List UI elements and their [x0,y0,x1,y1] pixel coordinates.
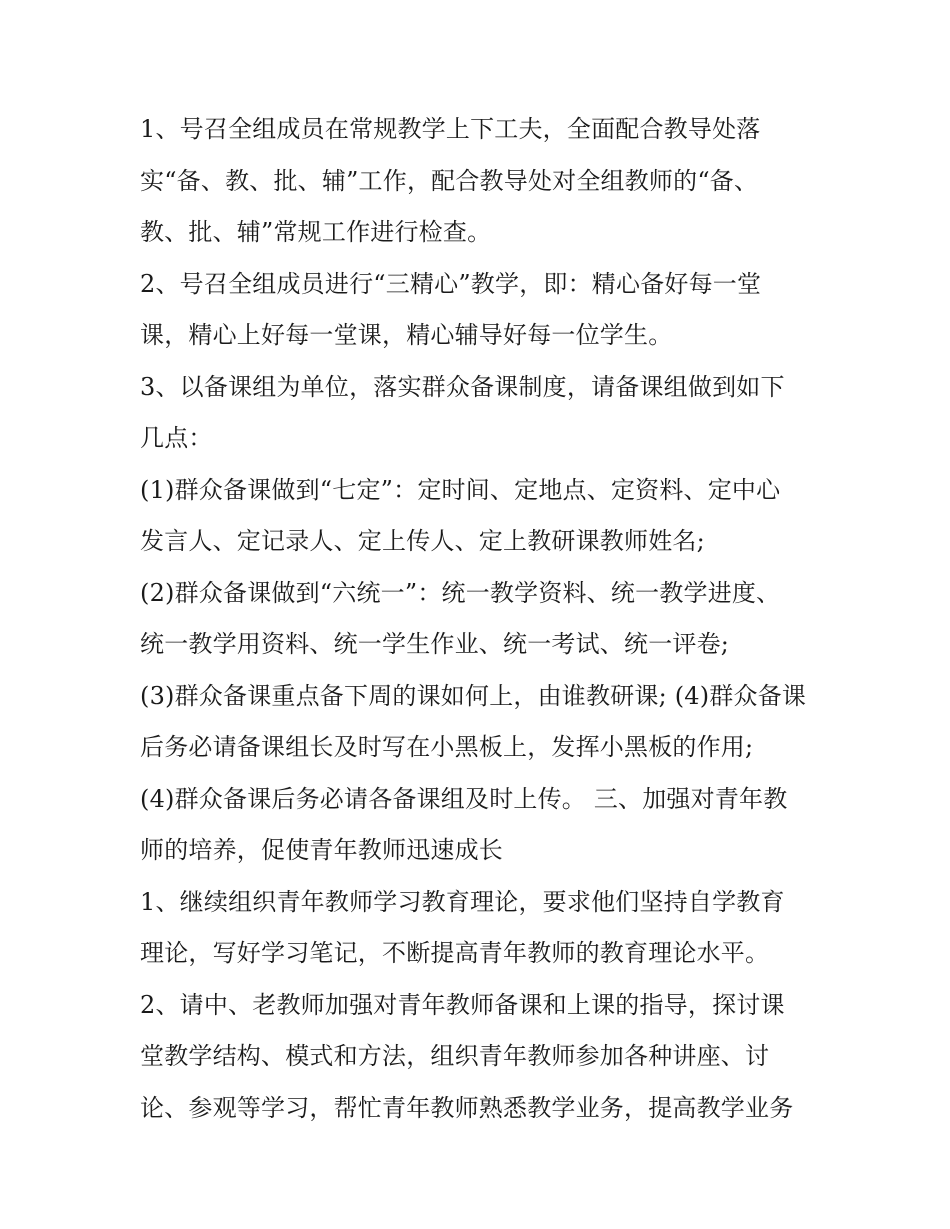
text-line: 教、批、辅”常规工作进行检查。 [140,218,492,246]
text-line: (3)群众备课重点备下周的课如何上，由谁教研课; (4)群众备课 [140,681,807,710]
text-line: 2、请中、老教师加强对青年教师备课和上课的指导，探讨课 [140,990,785,1019]
document-body [140,104,830,1134]
text-line: 3、以备课组为单位，落实群众备课制度，请备课组做到如下 [140,372,785,401]
text-line: 几点： [140,424,213,452]
text-line: 师的培养，促使青年教师迅速成长 [140,836,503,864]
text-line: 1、号召全组成员在常规教学上下工夫，全面配合教导处落 [140,115,761,143]
text-line: (4)群众备课后务必请各备课组及时上传。 三、加强对青年教 [140,784,788,813]
text-line: 统一教学用资料、统一学生作业、统一考试、统一评卷; [140,630,730,658]
text-line: 课，精心上好每一堂课，精心辅导好每一位学生。 [140,321,673,349]
text-line: 2、号召全组成员进行“三精心”教学，即：精心备好每一堂 [140,269,762,298]
text-line: (2)群众备课做到“六统一”：统一教学资料、统一教学进度、 [140,578,781,607]
text-line: 论、参观等学习，帮忙青年教师熟悉教学业务，提高教学业务 [140,1093,794,1122]
text-line: 1、继续组织青年教师学习教育理论，要求他们坚持自学教育 [140,887,785,916]
text-line: 后务必请备课组长及时写在小黑板上，发挥小黑板的作用; [140,733,754,761]
text-line: 实“备、教、批、辅”工作，配合教导处对全组教师的“备、 [140,166,759,195]
text-line: 发言人、定记录人、定上传人、定上教研课教师姓名; [140,527,705,555]
text-line: 堂教学结构、模式和方法，组织青年教师参加各种讲座、讨 [140,1042,770,1070]
text-line: 理论，写好学习笔记，不断提高青年教师的教育理论水平。 [140,939,770,967]
text-line: (1)群众备课做到“七定”：定时间、定地点、定资料、定中心 [140,475,781,504]
